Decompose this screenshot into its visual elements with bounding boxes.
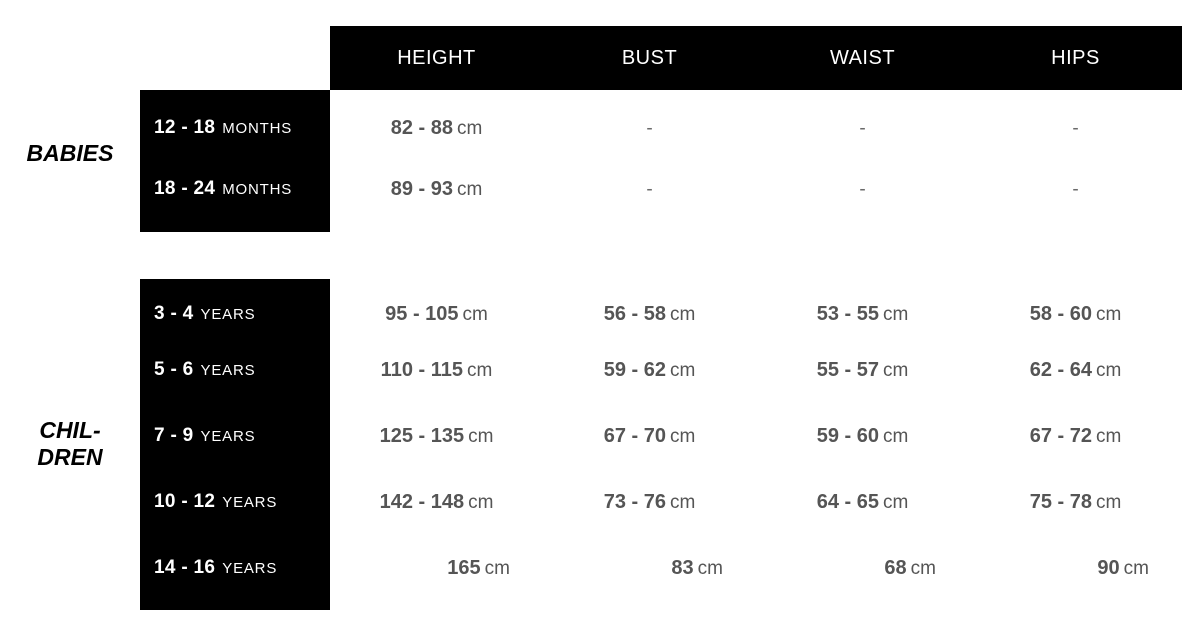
cell-bust: 59 - 62 cm [603,358,696,381]
cell-hips: 58 - 60 cm [1029,302,1122,325]
column-header-bust: BUST [621,46,678,69]
group-label-children-line-1: CHIL- [39,417,101,443]
cell-hips: 75 - 78 cm [1029,490,1122,513]
cell-bust: 83 cm [671,556,723,579]
cell-height: 82 - 88 cm [390,116,483,139]
table-header-row [330,26,1182,90]
cell-hips: 90 cm [1097,556,1149,579]
group-label-children [0,417,140,471]
table-row-children-14-16-years [330,540,1182,596]
table-row-children-5-6-years [330,342,1182,398]
cell-hips: - [1072,178,1079,200]
column-header-height: HEIGHT [397,46,476,69]
cell-height: 125 - 135 cm [379,424,494,447]
cell-height: 110 - 115 cm [380,358,493,381]
age-unit: MONTHS [222,119,293,137]
cell-bust: 67 - 70 cm [603,424,696,447]
table-row-babies-18-24-months [330,161,1182,217]
age-unit: YEARS [200,361,256,379]
group-label-children-line-2: DREN [37,444,103,471]
cell-waist: 68 cm [884,556,936,579]
table-row-babies-12-18-months [330,100,1182,156]
age-label-10-12-years [140,474,330,530]
table-row-children-3-4-years [330,286,1182,342]
age-label-14-16-years [140,540,330,596]
cell-height: 142 - 148 cm [379,490,494,513]
cell-hips: 67 - 72 cm [1029,424,1122,447]
cell-height: 89 - 93 cm [390,177,483,200]
age-unit: MONTHS [222,180,293,198]
age-label-12-18-months [140,100,330,156]
age-number: 18 - 24 [154,178,216,199]
age-label-18-24-months [140,161,330,217]
age-unit: YEARS [222,493,278,511]
age-number: 5 - 6 [154,359,194,380]
cell-waist: 59 - 60 cm [816,424,909,447]
age-number: 14 - 16 [154,557,216,578]
cell-bust: - [646,117,653,139]
group-label-babies [0,140,140,167]
cell-bust: 73 - 76 cm [603,490,696,513]
cell-bust: - [646,178,653,200]
age-number: 10 - 12 [154,491,216,512]
column-header-hips: HIPS [1051,46,1100,69]
age-label-5-6-years [140,342,330,398]
cell-waist: - [859,178,866,200]
cell-height: 165 cm [447,556,510,579]
cell-bust: 56 - 58 cm [603,302,696,325]
age-label-7-9-years [140,408,330,464]
age-unit: YEARS [200,427,256,445]
age-number: 3 - 4 [154,303,194,324]
column-header-waist: WAIST [829,46,896,69]
age-number: 7 - 9 [154,425,194,446]
table-row-children-7-9-years [330,408,1182,464]
cell-hips: 62 - 64 cm [1029,358,1122,381]
age-label-3-4-years [140,286,330,342]
age-unit: YEARS [222,559,278,577]
table-row-children-10-12-years [330,474,1182,530]
group-label-babies-line-1: BABIES [26,140,114,166]
age-number: 12 - 18 [154,117,216,138]
cell-waist: 64 - 65 cm [816,490,909,513]
cell-waist: 53 - 55 cm [816,302,909,325]
cell-height: 95 - 105 cm [385,302,488,325]
cell-waist: - [859,117,866,139]
age-unit: YEARS [200,305,256,323]
cell-waist: 55 - 57 cm [816,358,909,381]
cell-hips: - [1072,117,1079,139]
